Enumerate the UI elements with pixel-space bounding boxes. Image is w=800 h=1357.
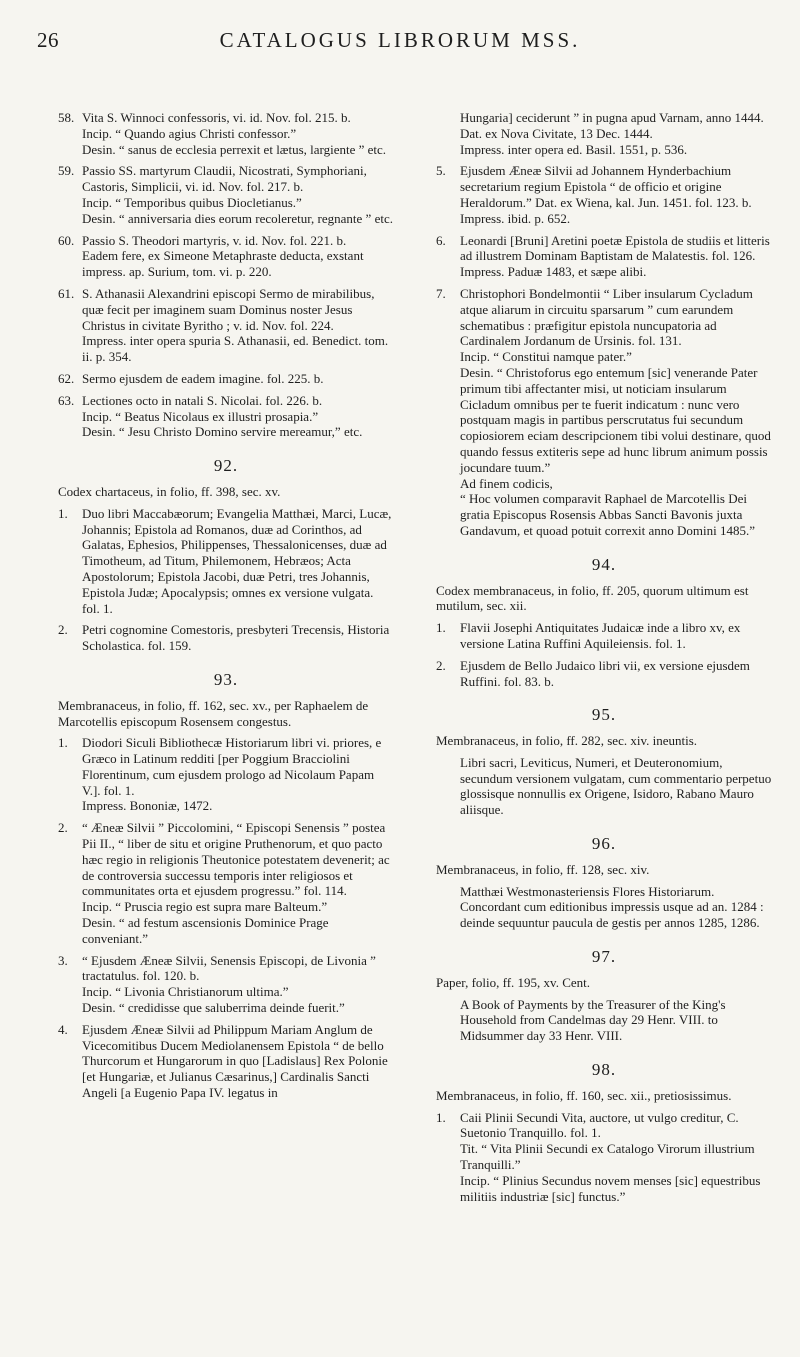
codex-description: Membranaceus, in folio, ff. 162, sec. xv., per Raphaelem de Marcotellis episcopum Rosensem congestus. bbox=[58, 697, 369, 729]
entry-number: 3. bbox=[58, 952, 68, 968]
entry-line: Incip. “ Constitui namque pater.” bbox=[460, 349, 632, 365]
codex-description: Codex chartaceus, in folio, ff. 398, sec. xv. bbox=[58, 483, 281, 499]
running-title: CATALOGUS LIBRORUM MSS. bbox=[219, 28, 581, 52]
entry-number: 6. bbox=[436, 232, 446, 248]
entry-line: Ad finem codicis, bbox=[460, 475, 553, 491]
catalog-entry bbox=[58, 820, 394, 946]
entry-number: 62. bbox=[58, 370, 75, 386]
catalog-entry bbox=[58, 1022, 394, 1101]
codex-number: 93. bbox=[213, 669, 239, 689]
entry-number: 59. bbox=[58, 163, 75, 179]
codex-number: 95. bbox=[591, 705, 617, 725]
entry-line: Duo libri Maccabæorum; Evangelia Matthæi, Marci, Lucæ, Johannis; Epistola ad Romanos, duæ ad Corinthos, ad Galatas, Ephesios, Philippenses, Thessalonicenses, duæ ad Timotheum, ad Titum, Philemonem, Hebræos; Acta Apostolorum; Epistola Jacobi, duæ Petri, tres Johannis, Epistola Judæ; Apocalypsis; omnes ex versione vulgata. fol. 1. bbox=[82, 505, 392, 616]
entry-line: S. Athanasii Alexandrini episcopi Sermo de mirabilibus, quæ fecit per imaginem suam Dominus noster Jesus Christus in civitate Byritho ; v. id. Nov. fol. 224. bbox=[82, 285, 375, 333]
entry-number: 7. bbox=[436, 285, 446, 301]
codex-description: Paper, folio, ff. 195, xv. Cent. bbox=[436, 974, 591, 990]
entry-line: Incip. “ Quando agius Christi confessor.” bbox=[82, 125, 297, 141]
entry-line: Sermo ejusdem de eadem imagine. fol. 225. b. bbox=[82, 370, 324, 386]
catalog-entry bbox=[436, 233, 772, 280]
entry-number: 1. bbox=[58, 735, 68, 751]
entry-line: Incip. “ Temporibus quibus Diocletianus.” bbox=[82, 194, 302, 210]
entry-number: 1. bbox=[436, 620, 446, 636]
catalog-entry bbox=[58, 393, 394, 440]
entry-line: Ejusdem Æneæ Silvii ad Johannem Hynderbachium secretarium regium Epistola “ de officio et origine Heraldorum.” Dat. ex Wiena, kal. Jun. 1451. fol. 123. b. bbox=[460, 163, 752, 210]
entry-line: Desin. “ credidisse que saluberrima deinde fuerit.” bbox=[82, 1000, 345, 1016]
entry-number: 58. bbox=[58, 110, 75, 125]
entry-line: Leonardi [Bruni] Aretini poetæ Epistola de studiis et litteris ad illustrem Dominam Baptistam de Malatestis. fol. 126. bbox=[460, 232, 770, 264]
entry-line: Caii Plinii Secundi Vita, auctore, ut vulgo creditur, C. Suetonio Tranquillo. fol. 1. bbox=[460, 1109, 739, 1141]
catalog-entry bbox=[436, 620, 772, 652]
entry-line: Diodori Siculi Bibliothecæ Historiarum libri vi. priores, e Græco in Latinum redditi [per Poggium Bracciolini Florentinum, cum ejusdem prologo ad Nicolaum Papam V.]. fol. 1. bbox=[82, 735, 382, 798]
codex-contents: A Book of Payments by the Treasurer of the King's Household from Candelmas day 29 Henr. VIII. to Midsummer day 33 Henr. VIII. bbox=[460, 996, 726, 1044]
entry-line: Hungaria] ceciderunt ” in pugna apud Varnam, anno 1444. Dat. ex Nova Civitate, 13 Dec. 1444. bbox=[460, 110, 764, 141]
entry-line: Petri cognomine Comestoris, presbyteri Trecensis, Historia Scholastica. fol. 159. bbox=[82, 622, 390, 654]
right-column bbox=[436, 110, 772, 1210]
entry-line: Impress. inter opera ed. Basil. 1551, p. 536. bbox=[460, 141, 688, 157]
entry-line: Ejusdem Æneæ Silvii ad Philippum Mariam Anglum de Vicecomitibus Ducem Mediolanensem Epistola “ de bello Thurcorum et Hungarorum in quo [Ladislaus] Rex Polonie [et Hungariæ, et Julianus Cæsarinus,] Cardinalis Sancti Angeli [a Eugenio Papa IV. legatus in bbox=[82, 1021, 388, 1101]
entry-line: Incip. “ Pruscia regio est supra mare Balteum.” bbox=[82, 899, 328, 915]
entry-line: “ Ejusdem Æneæ Silvii, Senensis Episcopi, de Livonia ” tractatulus. fol. 120. b. bbox=[82, 952, 376, 984]
codex-description: Membranaceus, in folio, ff. 128, sec. xiv. bbox=[436, 861, 650, 877]
continued-entry bbox=[436, 110, 772, 157]
catalog-entry bbox=[58, 233, 394, 280]
entry-number: 1. bbox=[436, 1109, 446, 1125]
entry-number: 5. bbox=[436, 163, 446, 179]
entry-line: Impress. inter opera spuria S. Athanasii, ed. Benedict. tom. ii. p. 354. bbox=[82, 333, 389, 365]
entry-line: Lectiones octo in natali S. Nicolai. fol. 226. b. bbox=[82, 392, 323, 408]
entry-line: Desin. “ sanus de ecclesia perrexit et lætus, largiente ” etc. bbox=[82, 141, 387, 157]
left-column bbox=[58, 110, 394, 1107]
catalog-entry bbox=[58, 110, 394, 157]
entry-line: Passio S. Theodori martyris, v. id. Nov. fol. 221. b. bbox=[82, 232, 347, 248]
entry-line: Christophori Bondelmontii “ Liber insularum Cycladum atque aliarum in circuitu sparsarum ” cum earundem schematibus : præfigitur epistola nuncupatoria ad Cardinalem Jordanum de Ursinis. fol. 131. bbox=[460, 285, 753, 349]
catalog-entry bbox=[58, 506, 394, 617]
entry-line: Ejusdem de Bello Judaico libri vii, ex versione ejusdem Ruffini. fol. 83. b. bbox=[460, 657, 750, 689]
entry-number: 4. bbox=[58, 1021, 68, 1037]
page-number: 26 bbox=[37, 28, 59, 52]
codex-description: Codex membranaceus, in folio, ff. 205, quorum ultimum est mutilum, sec. xii. bbox=[436, 582, 749, 614]
catalog-entry bbox=[58, 953, 394, 1016]
codex-number: 94. bbox=[591, 554, 617, 574]
entry-line: Tit. “ Vita Plinii Secundi ex Catalogo Virorum illustrium Tranquilli.” bbox=[460, 1141, 755, 1173]
codex-number: 98. bbox=[591, 1060, 617, 1080]
catalog-entry bbox=[436, 163, 772, 226]
entry-line: Desin. “ Jesu Christo Domino servire mereamur,” etc. bbox=[82, 424, 363, 440]
catalog-entry bbox=[436, 1110, 772, 1205]
catalog-entry bbox=[436, 286, 772, 539]
entry-line: Impress. Paduæ 1483, et sæpe alibi. bbox=[460, 264, 647, 280]
entry-line: Passio SS. martyrum Claudii, Nicostrati, Symphoriani, Castoris, Simplicii, vi. id. Nov. fol. 217. b. bbox=[82, 163, 367, 195]
entry-number: 2. bbox=[58, 820, 68, 836]
codex-number: 97. bbox=[591, 947, 617, 967]
entry-line: Incip. “ Plinius Secundus novem menses [sic] equestribus militiis industriæ [sic] functus.” bbox=[460, 1172, 761, 1204]
codex-number: 92. bbox=[213, 456, 239, 476]
entry-line: Incip. “ Beatus Nicolaus ex illustri prosapia.” bbox=[82, 408, 319, 424]
entry-line: “ Hoc volumen comparavit Raphael de Marcotellis Dei gratia Episcopus Rosensis Abbas Sancti Bavonis juxta Gandavum, et quoad potuit correxit anno Domini 1485.” bbox=[460, 491, 755, 538]
codex-contents: Libri sacri, Leviticus, Numeri, et Deuteronomium, secundum versionem vulgatam, cum commentario perpetuo glossisque nonnullis ex Origene, Isidoro, Rabano Mauro aliisque. bbox=[460, 754, 772, 818]
entry-number: 2. bbox=[436, 657, 446, 673]
codex-number: 96. bbox=[591, 834, 617, 854]
catalog-entry bbox=[58, 371, 394, 387]
entry-line: Vita S. Winnoci confessoris, vi. id. Nov. fol. 215. b. bbox=[82, 110, 351, 125]
catalog-entry bbox=[58, 286, 394, 365]
entry-line: Incip. “ Livonia Christianorum ultima.” bbox=[82, 984, 289, 1000]
codex-contents: Matthæi Westmonasteriensis Flores Historiarum. Concordant cum editionibus impressis usque ad an. 1284 : deinde sequuntur paucula de gestis per annos 1285, 1286. bbox=[460, 883, 764, 931]
entry-number: 2. bbox=[58, 622, 68, 638]
entry-line: Desin. “ anniversaria dies eorum recoleretur, regnante ” etc. bbox=[82, 210, 393, 226]
catalog-entry bbox=[58, 622, 394, 654]
entry-line: Desin. “ Christoforus ego entemum [sic] venerande Pater primum tibi affectanter misi, ut noticiam insularum Cicladum omnibus per te fuerit indicatum : nunc vero postquam magis in partibus perscrutatus fui secundum copiosiorem eciam descripcionem tibi volui destinare, quod quando fessus extiteris sepe ad hunc librum animum possis jocundare tuum.” bbox=[460, 364, 771, 475]
entry-line: Eadem fere, ex Simeone Metaphraste deducta, exstant impress. ap. Surium, tom. vi. p. 220. bbox=[82, 248, 364, 280]
entry-line: Flavii Josephi Antiquitates Judaicæ inde a libro xv, ex versione Latina Ruffini Aquileiensis. fol. 1. bbox=[460, 620, 741, 651]
entry-number: 61. bbox=[58, 285, 75, 301]
catalog-entry bbox=[58, 735, 394, 814]
codex-description: Membranaceus, in folio, ff. 282, sec. xiv. ineuntis. bbox=[436, 733, 698, 749]
catalog-entry bbox=[436, 658, 772, 690]
entry-line: “ Æneæ Silvii ” Piccolomini, “ Episcopi Senensis ” postea Pii II., “ liber de situ et origine Pruthenorum, et quo pacto hæc regio in religionis Theutonice potestatem devenerit; ac de controversia successu temporis inter religiosos et communitates orta et ejusdem progressu.” fol. 114. bbox=[82, 820, 390, 899]
entry-line: Impress. ibid. p. 652. bbox=[460, 210, 571, 226]
entry-number: 1. bbox=[58, 505, 68, 521]
entry-line: Impress. Bononiæ, 1472. bbox=[82, 798, 213, 814]
entry-number: 60. bbox=[58, 232, 75, 248]
catalog-entry bbox=[58, 163, 394, 226]
codex-description: Membranaceus, in folio, ff. 160, sec. xii., pretiosissimus. bbox=[436, 1087, 732, 1103]
entry-number: 63. bbox=[58, 392, 75, 408]
page-header bbox=[0, 18, 800, 68]
entry-line: Desin. “ ad festum ascensionis Dominice Prage conveniant.” bbox=[82, 915, 329, 946]
